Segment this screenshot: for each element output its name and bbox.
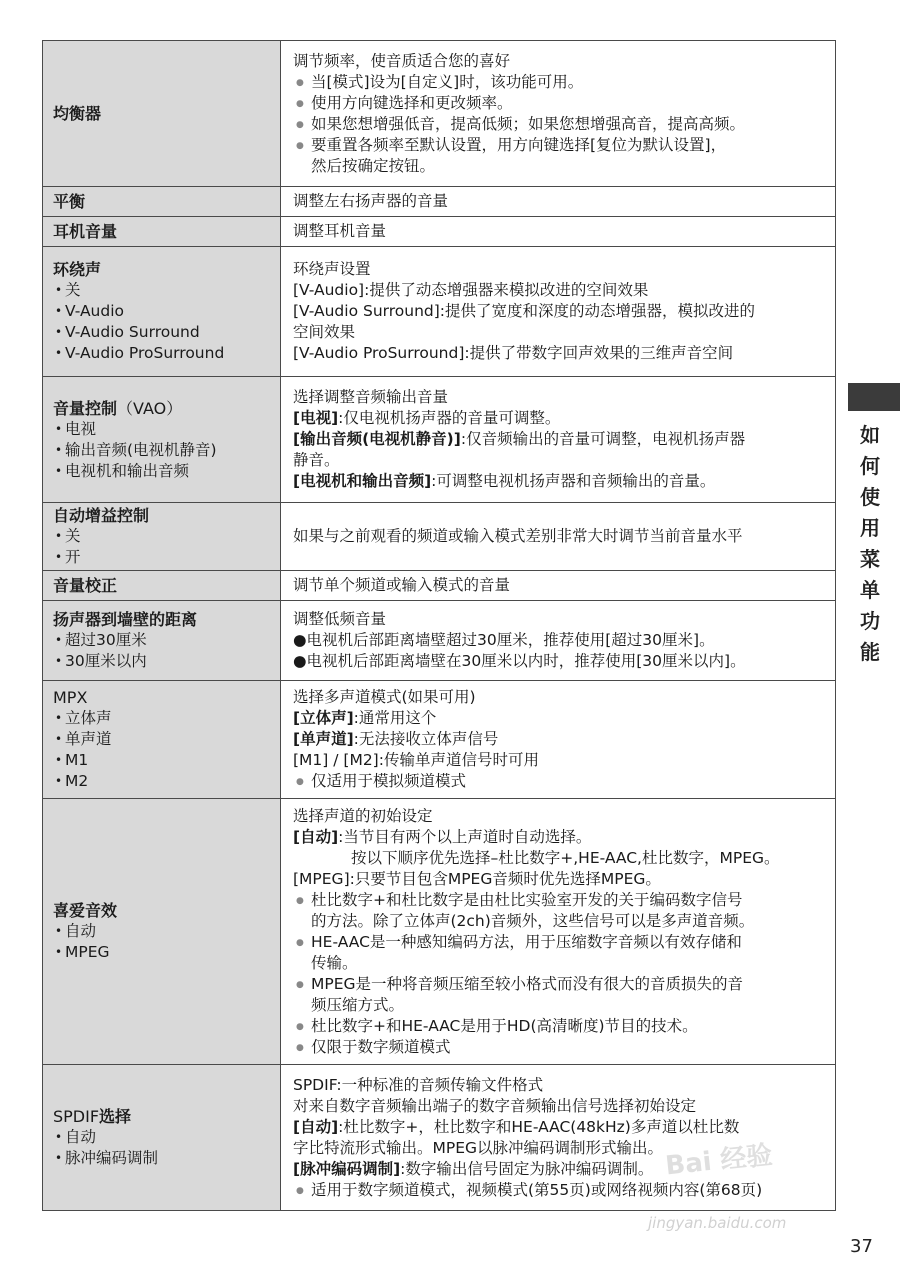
audio-settings-table [42, 40, 836, 1211]
chapter-title-char: 何 [860, 454, 880, 478]
option-keyword: [自动] [293, 827, 339, 846]
description-line: 选择声道的初始设定 [293, 806, 433, 825]
chapter-title-char: 如 [860, 423, 880, 447]
description-line: [电视机和输出音频]:可调整电视机扬声器和音频输出的音量。 [293, 472, 716, 490]
option-keyword: [脉冲编码调制] [293, 1159, 401, 1178]
option-item: • MPEG [53, 942, 272, 963]
option-item: • M2 [53, 771, 272, 792]
description-line: 如果与之前观看的频道或输入模式差别非常大时调节当前音量水平 [293, 527, 743, 545]
setting-name-cell [43, 187, 281, 217]
option-item: • 超过30厘米 [53, 630, 272, 651]
chapter-title-char: 使 [860, 485, 880, 509]
setting-name-cell [43, 377, 281, 503]
description-line: ●电视机后部距离墙壁在30厘米以内时，推荐使用[30厘米以内]。 [293, 652, 746, 670]
setting-title: 自动增益控制 [53, 506, 150, 525]
bullet-line: ● 当[模式]设为[自定义]时，该功能可用。 [293, 72, 829, 93]
chapter-title [856, 420, 884, 668]
description-line: [立体声]:通常用这个 [293, 709, 437, 727]
row-preferred-audio [43, 799, 836, 1065]
chapter-title-char: 用 [860, 516, 880, 540]
option-item: • 单声道 [53, 729, 272, 750]
setting-name-cell [43, 247, 281, 377]
row-balance [43, 187, 836, 217]
setting-description-cell [281, 571, 836, 601]
description-line: [单声道]:无法接收立体声信号 [293, 730, 499, 748]
option-item: • 立体声 [53, 708, 272, 729]
chapter-title-char: 能 [860, 640, 880, 664]
setting-description-cell [281, 217, 836, 247]
bullet-line: ● HE-AAC是一种感知编码方法，用于压缩数字音频以有效存储和 [293, 932, 829, 953]
bullet-line: ● 杜比数字+和杜比数字是由杜比实验室开发的关于编码数字信号 [293, 890, 829, 911]
setting-description-cell [281, 503, 836, 571]
description-line: 对来自数字音频输出端子的数字音频输出信号选择初始设定 [293, 1096, 697, 1115]
row-volume-correction [43, 571, 836, 601]
option-keyword: [电视] [293, 409, 339, 427]
watermark-logo: Bai 经验 [663, 1140, 774, 1182]
setting-description-cell [281, 681, 836, 799]
option-item: • V-Audio Surround [53, 322, 272, 343]
description-line: 字比特流形式输出。MPEG以脉冲编码调制形式输出。 [293, 1138, 664, 1157]
description-line: [V-Audio Surround]:提供了宽度和深度的动态增强器，模拟改进的 [293, 302, 756, 320]
setting-description-cell [281, 377, 836, 503]
description-line: 调节单个频道或输入模式的音量 [293, 576, 511, 594]
description-line: 的方法。除了立体声(2ch)音频外，这些信号可以是多声道音频。 [311, 911, 755, 930]
description-line: [M1] / [M2]:传输单声道信号时可用 [293, 751, 539, 769]
description-line: [自动]:杜比数字+，杜比数字和HE-AAC(48kHz)多声道以杜比数 [293, 1117, 740, 1136]
description-line: 传输。 [311, 953, 358, 972]
description-line: ●电视机后部距离墙壁超过30厘米，推荐使用[超过30厘米]。 [293, 631, 715, 649]
option-item: • 自动 [53, 1127, 272, 1148]
setting-title: 均衡器 [53, 104, 102, 123]
option-item: • 开 [53, 547, 272, 568]
bullet-line: ● MPEG是一种将音频压缩至较小格式而没有很大的音质损失的音 [293, 974, 829, 995]
row-auto-gain [43, 503, 836, 571]
chapter-title-char: 单 [860, 578, 880, 602]
setting-name-cell [43, 503, 281, 571]
setting-title: SPDIF选择 [53, 1107, 132, 1126]
row-surround [43, 247, 836, 377]
description-line: [脉冲编码调制]:数字输出信号固定为脉冲编码调制。 [293, 1159, 654, 1178]
option-item: • V-Audio ProSurround [53, 343, 272, 364]
option-keyword: [单声道] [293, 730, 354, 748]
row-headphone-volume [43, 217, 836, 247]
setting-name-cell [43, 217, 281, 247]
option-keyword: [电视机和输出音频] [293, 472, 432, 490]
setting-name-cell [43, 1065, 281, 1211]
option-item: • M1 [53, 750, 272, 771]
description-line: 调节频率，使音质适合您的喜好 [293, 51, 511, 70]
description-line: 按以下顺序优先选择–杜比数字+,HE-AAC,杜比数字，MPEG。 [351, 848, 780, 867]
setting-name-cell [43, 799, 281, 1065]
setting-description-cell [281, 247, 836, 377]
option-keyword: [输出音频(电视机静音)] [293, 430, 461, 448]
bullet-line: ● 如果您想增强低音，提高低频；如果您想增强高音，提高高频。 [293, 114, 829, 135]
setting-name-cell [43, 681, 281, 799]
watermark-url: jingyan.baidu.com [648, 1214, 787, 1232]
setting-title: 音量控制（VAO） [53, 398, 183, 418]
setting-description-cell [281, 601, 836, 681]
bullet-line: ● 使用方向键选择和更改频率。 [293, 93, 829, 114]
description-line: [MPEG]:只要节目包含MPEG音频时优先选择MPEG。 [293, 869, 661, 888]
setting-name-cell [43, 41, 281, 187]
option-item: • 30厘米以内 [53, 651, 272, 672]
row-volume-control [43, 377, 836, 503]
description-line: 选择多声道模式(如果可用) [293, 688, 476, 706]
setting-title: 音量校正 [53, 576, 118, 595]
chapter-tab [848, 383, 900, 411]
setting-description-cell [281, 799, 836, 1065]
description-line: 调整耳机音量 [293, 222, 387, 240]
setting-description-cell [281, 41, 836, 187]
description-line: 环绕声设置 [293, 260, 371, 278]
chapter-title-char: 功 [860, 609, 880, 633]
option-item: • 关 [53, 280, 272, 301]
setting-title: 喜爱音效 [53, 901, 118, 920]
row-mpx [43, 681, 836, 799]
bullet-line: ● 仅适用于模拟频道模式 [293, 771, 829, 792]
description-line: [V-Audio]:提供了动态增强器来模拟改进的空间效果 [293, 281, 649, 299]
bullet-line: ● 要重置各频率至默认设置，用方向键选择[复位为默认设置]， [293, 135, 829, 156]
description-line: 静音。 [293, 451, 340, 469]
chapter-title-char: 菜 [860, 547, 880, 571]
setting-title: 耳机音量 [53, 222, 118, 241]
description-line: [V-Audio ProSurround]:提供了带数字回声效果的三维声音空间 [293, 344, 734, 362]
setting-name-cell [43, 571, 281, 601]
setting-title: 环绕声 [53, 260, 102, 279]
setting-description-cell [281, 187, 836, 217]
row-speaker-wall-distance [43, 601, 836, 681]
option-item: • 电视机和输出音频 [53, 461, 272, 482]
option-keyword: [立体声] [293, 709, 354, 727]
description-line: 空间效果 [293, 323, 356, 341]
description-line: 然后按确定按钮。 [311, 156, 436, 175]
option-item: • 自动 [53, 921, 272, 942]
setting-title: MPX [53, 688, 88, 707]
description-line: 选择调整音频输出音量 [293, 388, 449, 406]
setting-title: 平衡 [53, 192, 86, 211]
description-line: 频压缩方式。 [311, 995, 405, 1014]
bullet-line: ● 杜比数字+和HE-AAC是用于HD(高清晰度)节目的技术。 [293, 1016, 829, 1037]
description-line: [输出音频(电视机静音)]:仅音频输出的音量可调整，电视机扬声器 [293, 430, 746, 448]
setting-name-cell [43, 601, 281, 681]
option-item: • 输出音频(电视机静音) [53, 440, 272, 461]
option-keyword: [自动] [293, 1117, 339, 1136]
option-item: • V-Audio [53, 301, 272, 322]
description-line: [电视]:仅电视机扬声器的音量可调整。 [293, 409, 561, 427]
description-line: 调整左右扬声器的音量 [293, 192, 449, 210]
row-spdif [43, 1065, 836, 1211]
description-line: [自动]:当节目有两个以上声道时自动选择。 [293, 827, 592, 846]
description-line: 调整低频音量 [293, 610, 387, 628]
option-item: • 电视 [53, 419, 272, 440]
page-number: 37 [850, 1236, 873, 1257]
bullet-line: ● 适用于数字频道模式，视频模式(第55页)或网络视频内容(第68页) [293, 1180, 829, 1201]
row-equalizer [43, 41, 836, 187]
bullet-line: ● 仅限于数字频道模式 [293, 1037, 829, 1058]
setting-title: 扬声器到墙壁的距离 [53, 610, 198, 629]
option-item: • 关 [53, 526, 272, 547]
description-line: SPDIF:一种标准的音频传输文件格式 [293, 1075, 544, 1094]
option-item: • 脉冲编码调制 [53, 1148, 272, 1169]
